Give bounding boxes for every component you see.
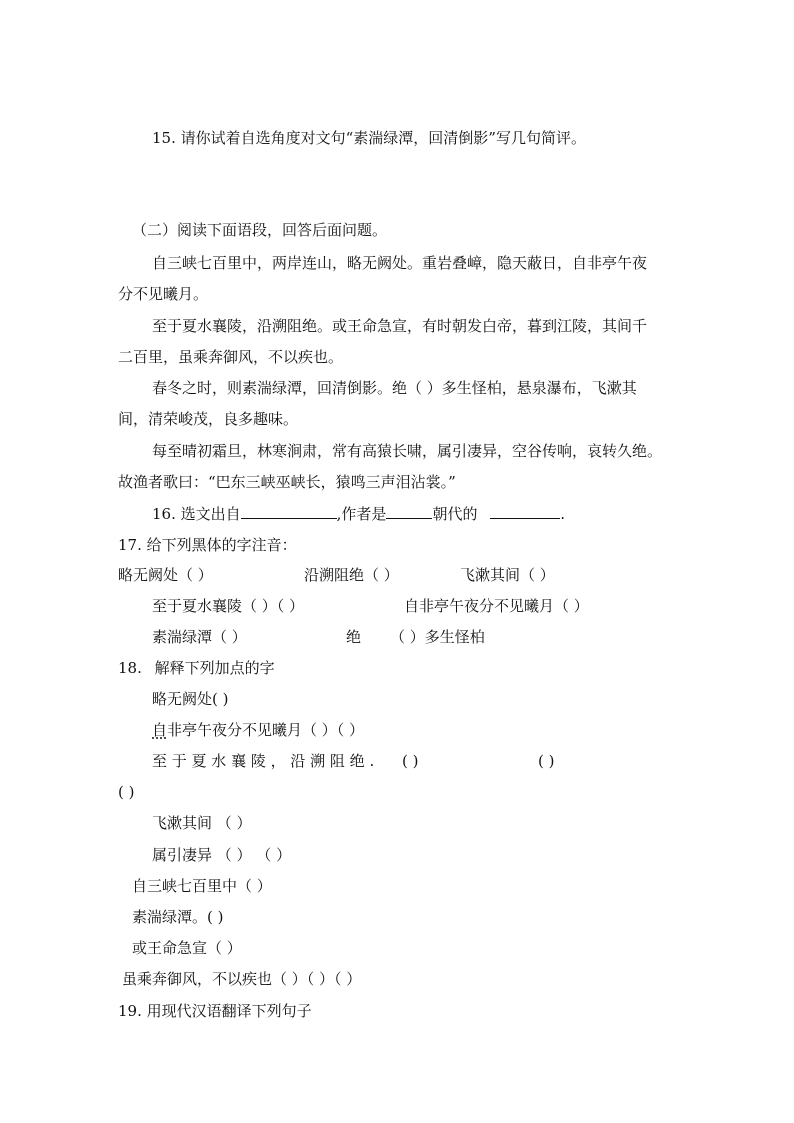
q18-item: 略无阙处( ) (152, 690, 229, 708)
q18-item: 素湍绿潭。( ) (132, 908, 224, 926)
passage-line: 分不见曦月。 (118, 285, 209, 303)
q17-row: （ ）多生怪柏 (390, 628, 485, 646)
question-16 (152, 504, 565, 524)
section-title: （二）阅读下面语段，回答后面问题。 (132, 221, 388, 239)
q18-answer-paren: ( ) (402, 752, 419, 770)
author-blank[interactable] (490, 504, 560, 519)
q18-item: 或王命急宣（ ） (132, 939, 242, 957)
question-text: 朝代的 (432, 505, 478, 523)
question-number: 17. (118, 536, 142, 554)
question-text: 请你试着自选角度对文句“素湍绿潭，回清倒影”写几句简评。 (180, 129, 586, 147)
q18-item: 虽乘奔御风，不以疾也（ ）（ ）（ ） (122, 970, 362, 988)
q17-row: 飞漱其间（ ） (460, 566, 555, 584)
passage-line: 二百里，虽乘奔御风，不以疾也。 (118, 348, 344, 366)
q18-item: 自三峡七百里中（ ） (132, 877, 272, 895)
q18-answer-paren: ( ) (538, 752, 555, 770)
passage-text: 春冬之时，则素湍绿潭，回清倒影。绝 (152, 379, 408, 397)
q18-item: 飞漱其间 （ ） (152, 814, 252, 832)
question-15 (152, 128, 586, 148)
question-text: 解释下列加点的字 (154, 659, 275, 677)
question-text: . (560, 505, 566, 523)
question-number: 16. (152, 505, 176, 523)
answer-blank[interactable]: （ ） (407, 379, 442, 397)
passage-line: 故渔者歌曰：“巴东三峡巫峡长，猿鸣三声泪沾裳。” (118, 473, 456, 491)
passage-line: 每至晴初霜旦，林寒涧肃，常有高猿长啸，属引凄异，空谷传响，哀转久绝。 (152, 442, 663, 460)
question-text: 用现代汉语翻译下列句子 (146, 1002, 312, 1020)
q17-row: 绝 (346, 628, 362, 646)
question-18-title (118, 658, 275, 678)
question-text: ,作者是 (336, 505, 387, 523)
question-number: 19. (118, 1002, 142, 1020)
q17-row: 沿溯阻绝（ ） (304, 566, 399, 584)
question-number: 18. (118, 659, 142, 677)
passage-line: 自三峡七百里中，两岸连山，略无阙处。重岩叠嶂，隐天蔽日，自非亭午夜 (152, 254, 648, 272)
q17-row: 自非亭午夜分不见曦月（ ） (404, 597, 589, 615)
question-number: 15. (152, 129, 176, 147)
item-text: 非亭午夜分不见曦月（ ）（ ） (167, 721, 365, 739)
source-blank[interactable] (241, 504, 337, 519)
passage-line (152, 378, 637, 398)
q17-row: 略无阙处（ ） (118, 566, 213, 584)
q17-row: 素湍绿潭（ ） (152, 628, 247, 646)
dynasty-blank[interactable] (386, 504, 432, 519)
question-text: 给下列黑体的字注音： (146, 536, 297, 554)
dotted-char: 自 (152, 721, 168, 739)
question-text: 选文出自 (180, 505, 241, 523)
question-19 (118, 1001, 312, 1021)
q18-item: 至 于 夏 水 襄 陵 ， 沿 溯 阻 绝 . (152, 752, 375, 770)
q17-row: 至于夏水襄陵（ ）（ ） (152, 597, 305, 615)
passage-line: 至于夏水襄陵，沿溯阻绝。或王命急宣，有时朝发白帝，暮到江陵，其间千 (152, 317, 648, 335)
q18-answer-paren: ( ) (118, 783, 135, 801)
question-17-title (118, 535, 297, 555)
passage-line: 间，清荣峻茂，良多趣味。 (118, 410, 299, 428)
q18-item: 属引凄异 （ ） （ ） (152, 846, 292, 864)
passage-text: 多生怪柏，悬泉瀑布，飞漱其 (441, 379, 637, 397)
q18-item (152, 720, 364, 740)
